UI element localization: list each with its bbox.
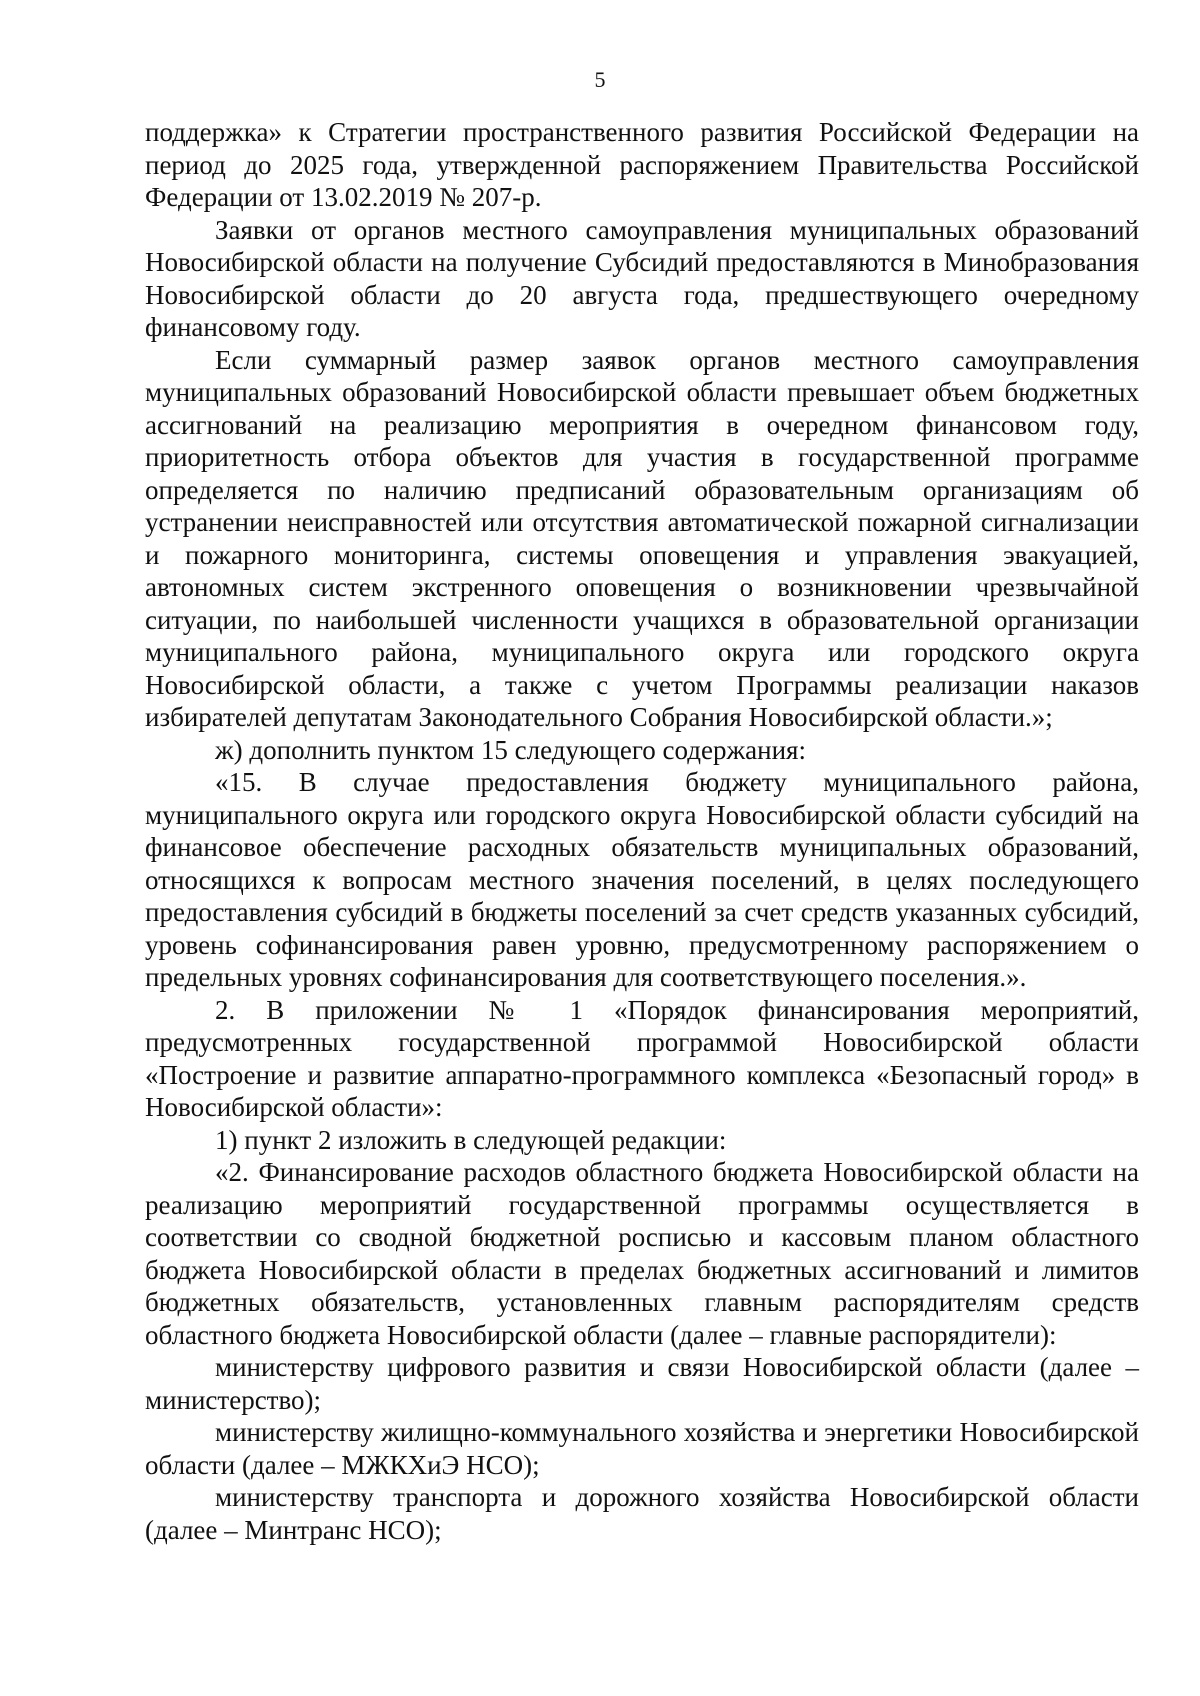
paragraph-priority-selection: Если суммарный размер заявок органов местного самоуправления муниципальных образований Новосибирской области превышает объем бюджетных ассигнований на реализацию мероприятия в очередном финансовом году, приоритетность отбора объектов для участия в государственной программе определяется по наличию предписаний образовательным организациям об устранении неисправностей или отсутствия автоматической пожарной сигнализации и пожарного мониторинга, системы оповещения и управления эвакуацией, автономных систем экстренного оповещения о возникновении чрезвычайной ситуации, по наибольшей численности учащихся в образовательной организации муниципального района, муниципального округа или городского округа Новосибирской области, а также с учетом Программы реализации наказов избирателей депутатам Законодательного Собрания Новосибирской области.»; (145, 344, 1139, 732)
paragraph-point-2-revision: 1) пункт 2 изложить в следующей редакции: (215, 1124, 727, 1155)
paragraph-financing-text: «2. Финансирование расходов областного бюджета Новосибирской области на реализацию мероприятий государственной программы осуществляется в соответствии со сводной бюджетной росписью и кассовым планом областного бюджета Новосибирской области в пределах бюджетных ассигнований и лимитов бюджетных обязательств, установленных главным распорядителям средств областного бюджета Новосибирской области (далее – главные распорядители): (145, 1157, 1139, 1350)
document-body (145, 116, 1139, 1546)
paragraph-appendix-1: 2. В приложении № 1 «Порядок финансирования мероприятий, предусмотренных государственной программой Новосибирской области «Построение и развитие аппаратно-программного комплекса «Безопасный город» в Новосибирской области»: (145, 994, 1139, 1122)
page-number: 5 (594, 67, 606, 92)
paragraph-ministry-digital: министерству цифрового развития и связи Новосибирской области (далее – министерство); (145, 1352, 1139, 1415)
paragraph-applications-deadline: Заявки от органов местного самоуправления муниципальных образований Новосибирской области на получение Субсидий предоставляются в Минобразования Новосибирской области до 20 августа года, предшествующего очередному финансовому году. (145, 214, 1139, 342)
paragraph-ministry-housing: министерству жилищно-коммунального хозяйства и энергетики Новосибирской области (далее – МЖКХиЭ НСО); (145, 1417, 1139, 1480)
paragraph-ministry-transport: министерству транспорта и дорожного хозяйства Новосибирской области (далее – Минтранс НСО); (145, 1482, 1139, 1545)
paragraph-strategy-reference: поддержка» к Стратегии пространственного развития Российской Федерации на период до 2025 года, утвержденной распоряжением Правительства Российской Федерации от 13.02.2019 № 207-р. (145, 117, 1139, 212)
paragraph-add-point-15: ж) дополнить пунктом 15 следующего содержания: (215, 734, 806, 765)
paragraph-point-15-text: «15. В случае предоставления бюджету муниципального района, муниципального округа или городского округа Новосибирской области субсидий на финансовое обеспечение расходных обязательств муниципальных образований, относящихся к вопросам местного значения поселений, в целях последующего предоставления субсидий в бюджеты поселений за счет средств указанных субсидий, уровень софинансирования равен уровню, предусмотренному распоряжением о предельных уровнях софинансирования для соответствующего поселения.». (145, 767, 1139, 992)
